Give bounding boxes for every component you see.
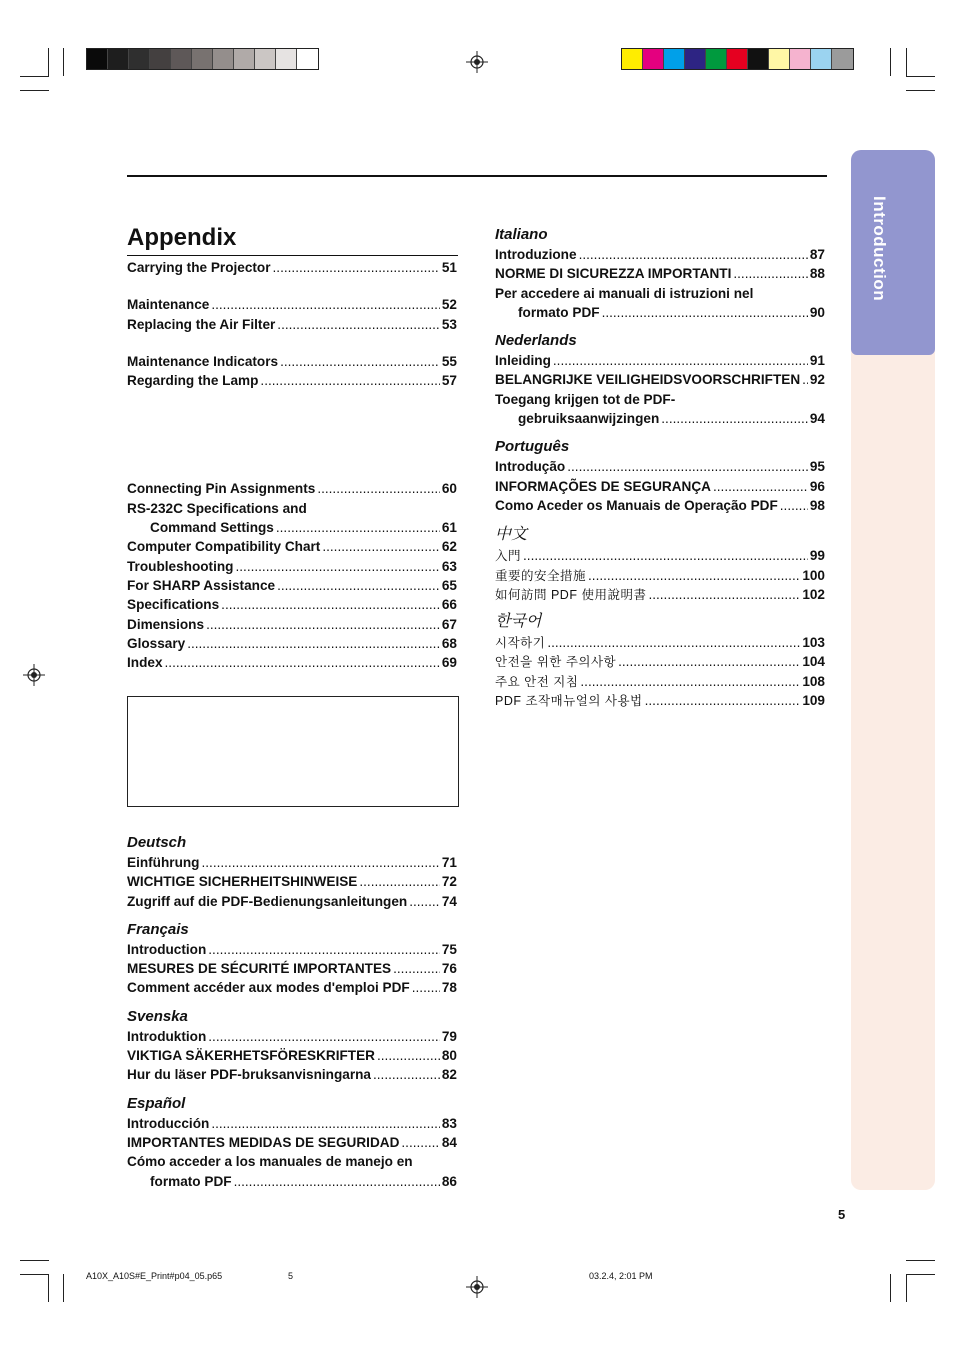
toc-entry-title: 入門 bbox=[495, 549, 522, 564]
language-section bbox=[127, 1006, 457, 1085]
dot-leader bbox=[235, 557, 439, 576]
dot-leader bbox=[802, 370, 808, 389]
dot-leader bbox=[377, 1046, 440, 1065]
toc-entry bbox=[127, 1172, 457, 1191]
toc-entry-page: 98 bbox=[809, 497, 825, 513]
toc-entry-title: Hur du läser PDF-bruksanvisningarna bbox=[127, 1067, 371, 1083]
crop-mark bbox=[906, 1274, 907, 1302]
toc-entry-page: 68 bbox=[441, 635, 457, 651]
color-swatch bbox=[297, 49, 318, 69]
dot-leader bbox=[359, 872, 440, 891]
slug-date: 03.2.4, 2:01 PM bbox=[589, 1271, 653, 1281]
toc-entry bbox=[127, 537, 457, 556]
toc-entry-title: Maintenance bbox=[127, 297, 210, 313]
toc-entry-title: RS-232C Specifications and bbox=[127, 500, 307, 516]
toc-entry-page: 109 bbox=[802, 693, 825, 709]
crop-mark bbox=[906, 48, 907, 76]
dot-leader bbox=[206, 615, 440, 634]
dot-leader bbox=[187, 634, 440, 653]
crop-mark bbox=[906, 90, 935, 91]
dot-leader bbox=[602, 303, 808, 322]
color-swatch bbox=[685, 49, 706, 69]
dot-leader bbox=[567, 457, 808, 476]
toc-entry-page: 63 bbox=[441, 558, 457, 574]
toc-entry-page: 83 bbox=[441, 1115, 457, 1131]
language-title: Italiano bbox=[495, 226, 548, 243]
crop-mark bbox=[48, 48, 49, 76]
dot-leader bbox=[579, 245, 808, 264]
language-title: Português bbox=[495, 438, 570, 456]
language-title: Deutsch bbox=[127, 834, 187, 851]
toc-entry-title: Introdução bbox=[495, 459, 566, 475]
crop-mark bbox=[906, 1274, 935, 1275]
dot-leader bbox=[645, 691, 801, 710]
crop-mark bbox=[890, 48, 891, 76]
top-rule bbox=[127, 175, 827, 177]
crop-mark bbox=[906, 1260, 935, 1261]
toc-entry bbox=[127, 872, 457, 891]
toc-entry-title: Introduction bbox=[127, 941, 207, 957]
color-swatch bbox=[748, 49, 769, 69]
toc-entry bbox=[127, 1027, 457, 1046]
dot-leader bbox=[580, 672, 800, 691]
toc-entry bbox=[127, 518, 457, 537]
toc-entry-page: 80 bbox=[441, 1048, 457, 1064]
toc-entry-title: gebruiksaanwijzingen bbox=[518, 411, 660, 427]
toc-entry-page: 96 bbox=[809, 478, 825, 494]
toc-entry-title: BELANGRIJKE VEILIGHEIDSVOORSCHRIFTEN bbox=[495, 372, 801, 388]
toc-entry-page: 90 bbox=[809, 304, 825, 320]
toc-entry-page: 84 bbox=[441, 1134, 457, 1150]
toc-entry-page: 87 bbox=[809, 247, 825, 262]
toc-entry-title: Einführung bbox=[127, 855, 200, 870]
color-swatch bbox=[213, 49, 234, 69]
dot-leader bbox=[661, 409, 808, 428]
toc-entry-page: 69 bbox=[441, 655, 457, 671]
crop-mark bbox=[20, 1274, 49, 1275]
color-swatch bbox=[643, 49, 664, 69]
crop-mark bbox=[20, 76, 49, 77]
toc-entry-title: INFORMAÇÕES DE SEGURANÇA bbox=[495, 478, 711, 494]
language-title: Nederlands bbox=[495, 332, 577, 350]
color-swatch bbox=[276, 49, 297, 69]
toc-entry-page: 75 bbox=[441, 941, 457, 957]
empty-box bbox=[127, 696, 459, 807]
color-swatch bbox=[790, 49, 811, 69]
dot-leader bbox=[523, 546, 808, 565]
page-title: Appendix bbox=[127, 224, 237, 251]
toc-entry-title: Replacing the Air Filter bbox=[127, 316, 276, 332]
side-tab bbox=[851, 150, 935, 355]
color-swatch bbox=[664, 49, 685, 69]
color-swatch bbox=[150, 49, 171, 69]
dot-leader bbox=[211, 1114, 440, 1133]
toc-entry bbox=[495, 457, 825, 476]
toc-entry-page: 76 bbox=[441, 961, 457, 977]
dot-leader bbox=[588, 566, 800, 585]
toc-entry-page: 53 bbox=[441, 316, 457, 332]
toc-entry-title: 如何訪問 PDF 使用說明書 bbox=[495, 587, 647, 602]
dot-leader bbox=[322, 537, 440, 556]
toc-entry-title: MESURES DE SÉCURITÉ IMPORTANTES bbox=[127, 961, 392, 977]
toc-entry-page: 103 bbox=[802, 635, 825, 651]
dot-leader bbox=[208, 940, 440, 959]
toc-entry-title: Cómo acceder a los manuales de manejo en bbox=[127, 1154, 413, 1170]
toc-entry-page: 57 bbox=[441, 373, 457, 389]
language-section bbox=[495, 436, 825, 515]
toc-entry-title: IMPORTANTES MEDIDAS DE SEGURIDAD bbox=[127, 1134, 400, 1150]
toc-entry bbox=[127, 352, 457, 371]
crop-mark bbox=[20, 90, 49, 91]
toc-entry-title: PDF 조작매뉴얼의 사용법 bbox=[495, 694, 643, 709]
toc-entry-title: Index bbox=[127, 655, 163, 671]
language-title: Español bbox=[127, 1094, 186, 1112]
dot-leader bbox=[412, 978, 440, 997]
crop-mark bbox=[48, 1274, 49, 1302]
slug-page: 5 bbox=[288, 1271, 294, 1281]
dot-leader bbox=[401, 1133, 439, 1152]
toc-entry-page: 52 bbox=[441, 297, 457, 313]
crop-mark bbox=[63, 1274, 64, 1302]
toc-entry bbox=[495, 672, 825, 691]
toc-entry bbox=[127, 940, 457, 959]
toc-entry bbox=[495, 652, 825, 671]
toc-entry-page: 66 bbox=[441, 597, 457, 613]
language-title: Français bbox=[127, 920, 189, 938]
toc-entry-page: 67 bbox=[441, 616, 457, 632]
slug-filename: A10X_A10S#E_Print#p04_05.p65 bbox=[86, 1271, 223, 1281]
dot-leader bbox=[280, 352, 440, 371]
toc-entry-title: Introducción bbox=[127, 1115, 210, 1131]
side-tab-label: Introduction bbox=[870, 196, 889, 302]
dot-leader bbox=[713, 477, 808, 496]
toc-entry-title: Comment accéder aux modes d'emploi PDF bbox=[127, 980, 410, 996]
toc-entry-title: Troubleshooting bbox=[127, 558, 234, 574]
toc-entry bbox=[127, 258, 457, 277]
toc-group bbox=[127, 295, 457, 334]
color-swatch bbox=[832, 49, 853, 69]
toc-group bbox=[127, 258, 457, 277]
color-swatch bbox=[706, 49, 727, 69]
toc-entry-page: 104 bbox=[802, 654, 825, 670]
language-section bbox=[127, 1093, 457, 1191]
toc-entry-title: Per accedere ai manuali di istruzioni nel bbox=[495, 285, 754, 301]
toc-entry-page: 92 bbox=[809, 372, 825, 388]
color-swatch bbox=[87, 49, 108, 69]
color-swatch bbox=[255, 49, 276, 69]
toc-entry-title: 주요 안전 지침 bbox=[495, 674, 579, 689]
toc-entry-title: Command Settings bbox=[150, 520, 274, 536]
toc-entry-page: 99 bbox=[809, 548, 825, 564]
dot-leader bbox=[165, 653, 440, 672]
toc-entry bbox=[127, 653, 457, 672]
left-toc bbox=[127, 258, 457, 672]
dot-leader bbox=[648, 585, 800, 604]
dot-leader bbox=[618, 652, 800, 671]
toc-entry bbox=[127, 1114, 457, 1133]
dot-leader bbox=[234, 1172, 440, 1191]
title-rule bbox=[127, 255, 458, 256]
grayscale-bar bbox=[86, 48, 319, 70]
toc-entry-page: 62 bbox=[441, 539, 457, 555]
toc-entry bbox=[127, 978, 457, 997]
toc-entry bbox=[495, 264, 825, 283]
toc-entry-page: 74 bbox=[441, 893, 457, 909]
toc-entry-title: formato PDF bbox=[518, 304, 600, 320]
language-section bbox=[127, 919, 457, 998]
toc-entry-title: formato PDF bbox=[150, 1173, 232, 1189]
dot-leader bbox=[277, 315, 440, 334]
language-section bbox=[495, 330, 825, 428]
toc-entry-title: Introduktion bbox=[127, 1028, 207, 1044]
toc-entry-title: Como Aceder os Manuais de Operação PDF bbox=[495, 497, 778, 513]
toc-entry-page: 61 bbox=[441, 520, 457, 536]
toc-entry-title: Carrying the Projector bbox=[127, 260, 271, 275]
toc-entry bbox=[127, 1065, 457, 1084]
dot-leader bbox=[260, 371, 439, 390]
toc-entry-page: 82 bbox=[441, 1067, 457, 1083]
toc-entry-page: 95 bbox=[809, 459, 825, 475]
toc-entry bbox=[127, 557, 457, 576]
toc-entry bbox=[127, 371, 457, 390]
toc-entry-title: Glossary bbox=[127, 635, 186, 651]
toc-entry bbox=[127, 595, 457, 614]
toc-entry-title: Dimensions bbox=[127, 616, 205, 632]
crop-mark bbox=[906, 76, 935, 77]
left-language-toc bbox=[127, 832, 457, 1199]
color-bar bbox=[621, 48, 854, 70]
toc-entry bbox=[127, 634, 457, 653]
toc-entry bbox=[127, 1133, 457, 1152]
language-section bbox=[495, 610, 825, 710]
dot-leader bbox=[221, 595, 440, 614]
toc-entry-page: 94 bbox=[809, 411, 825, 427]
toc-entry-page: 102 bbox=[802, 586, 825, 602]
toc-entry-page: 79 bbox=[441, 1028, 457, 1044]
toc-entry-title: Toegang krijgen tot de PDF- bbox=[495, 391, 676, 407]
toc-entry bbox=[127, 315, 457, 334]
color-swatch bbox=[622, 49, 643, 69]
toc-entry-page: 108 bbox=[802, 673, 825, 689]
page-number: 5 bbox=[838, 1207, 846, 1222]
crop-mark bbox=[63, 48, 64, 76]
color-swatch bbox=[769, 49, 790, 69]
language-section bbox=[495, 224, 825, 322]
registration-mark-icon bbox=[466, 51, 488, 73]
language-title: Svenska bbox=[127, 1007, 188, 1025]
registration-mark-icon bbox=[466, 1276, 488, 1298]
toc-entry bbox=[495, 409, 825, 428]
language-section bbox=[495, 523, 825, 604]
dot-leader bbox=[409, 892, 440, 911]
toc-entry-page: 55 bbox=[441, 353, 457, 369]
toc-entry-title: VIKTIGA SÄKERHETSFÖRESKRIFTER bbox=[127, 1048, 375, 1064]
language-section bbox=[127, 832, 457, 911]
crop-mark bbox=[890, 1274, 891, 1302]
toc-entry bbox=[495, 351, 825, 370]
dot-leader bbox=[547, 633, 800, 652]
color-swatch bbox=[129, 49, 150, 69]
toc-entry-title: For SHARP Assistance bbox=[127, 577, 276, 593]
toc-entry bbox=[127, 499, 457, 518]
dot-leader bbox=[201, 853, 439, 872]
toc-entry-page: 86 bbox=[441, 1173, 457, 1189]
dot-leader bbox=[553, 351, 808, 370]
crop-mark bbox=[20, 1260, 49, 1261]
toc-entry bbox=[495, 585, 825, 604]
toc-entry bbox=[127, 1046, 457, 1065]
toc-entry-title: Zugriff auf die PDF-Bedienungsanleitungen bbox=[127, 893, 408, 909]
dot-leader bbox=[733, 264, 808, 283]
toc-entry bbox=[495, 245, 825, 264]
toc-entry-title: Computer Compatibility Chart bbox=[127, 539, 321, 555]
toc-entry bbox=[495, 477, 825, 496]
dot-leader bbox=[277, 576, 440, 595]
toc-entry-page: 78 bbox=[441, 980, 457, 996]
toc-entry-title: 안전을 위한 주의사항 bbox=[495, 655, 617, 670]
toc-entry-title: WICHTIGE SICHERHEITSHINWEISE bbox=[127, 874, 358, 890]
right-language-toc bbox=[495, 224, 825, 716]
toc-entry-page: 91 bbox=[809, 353, 825, 369]
toc-entry bbox=[127, 479, 457, 498]
toc-entry-title: Inleiding bbox=[495, 353, 551, 369]
toc-entry bbox=[495, 303, 825, 322]
language-title: 한국어 bbox=[495, 613, 542, 631]
toc-entry-title: Regarding the Lamp bbox=[127, 373, 259, 389]
toc-group bbox=[127, 479, 457, 672]
dot-leader bbox=[317, 479, 440, 498]
toc-entry-title: Introduzione bbox=[495, 247, 577, 262]
dot-leader bbox=[211, 295, 440, 314]
toc-entry bbox=[127, 615, 457, 634]
toc-entry bbox=[127, 295, 457, 314]
registration-mark-icon bbox=[23, 664, 45, 686]
toc-entry-title: Connecting Pin Assignments bbox=[127, 481, 316, 497]
color-swatch bbox=[108, 49, 129, 69]
toc-entry bbox=[495, 390, 825, 409]
toc-entry-page: 88 bbox=[809, 266, 825, 282]
toc-entry bbox=[127, 959, 457, 978]
toc-entry-page: 65 bbox=[441, 577, 457, 593]
toc-entry-page: 100 bbox=[802, 567, 825, 583]
dot-leader bbox=[276, 518, 440, 537]
toc-entry-title: Maintenance Indicators bbox=[127, 353, 279, 369]
toc-entry bbox=[127, 1152, 457, 1171]
toc-entry-page: 72 bbox=[441, 874, 457, 890]
toc-entry-title: 시작하기 bbox=[495, 636, 546, 651]
toc-entry bbox=[495, 691, 825, 710]
toc-entry bbox=[495, 370, 825, 389]
color-swatch bbox=[171, 49, 192, 69]
toc-entry bbox=[495, 546, 825, 565]
dot-leader bbox=[780, 496, 808, 515]
toc-entry-page: 71 bbox=[441, 855, 457, 870]
toc-entry bbox=[495, 566, 825, 585]
toc-entry-title: 重要的安全措施 bbox=[495, 568, 587, 583]
color-swatch bbox=[727, 49, 748, 69]
toc-entry bbox=[127, 853, 457, 872]
toc-entry bbox=[495, 496, 825, 515]
dot-leader bbox=[208, 1027, 440, 1046]
color-swatch bbox=[234, 49, 255, 69]
toc-entry-page: 51 bbox=[441, 260, 457, 275]
toc-entry bbox=[495, 284, 825, 303]
dot-leader bbox=[373, 1065, 440, 1084]
toc-entry bbox=[127, 576, 457, 595]
dot-leader bbox=[273, 258, 440, 277]
toc-entry-title: Specifications bbox=[127, 597, 220, 613]
color-swatch bbox=[192, 49, 213, 69]
language-title: 中文 bbox=[495, 526, 528, 544]
dot-leader bbox=[393, 959, 440, 978]
toc-entry bbox=[127, 892, 457, 911]
toc-group bbox=[127, 352, 457, 391]
toc-entry-title: NORME DI SICUREZZA IMPORTANTI bbox=[495, 266, 732, 282]
color-swatch bbox=[811, 49, 832, 69]
toc-entry bbox=[495, 633, 825, 652]
toc-entry-page: 60 bbox=[441, 481, 457, 497]
